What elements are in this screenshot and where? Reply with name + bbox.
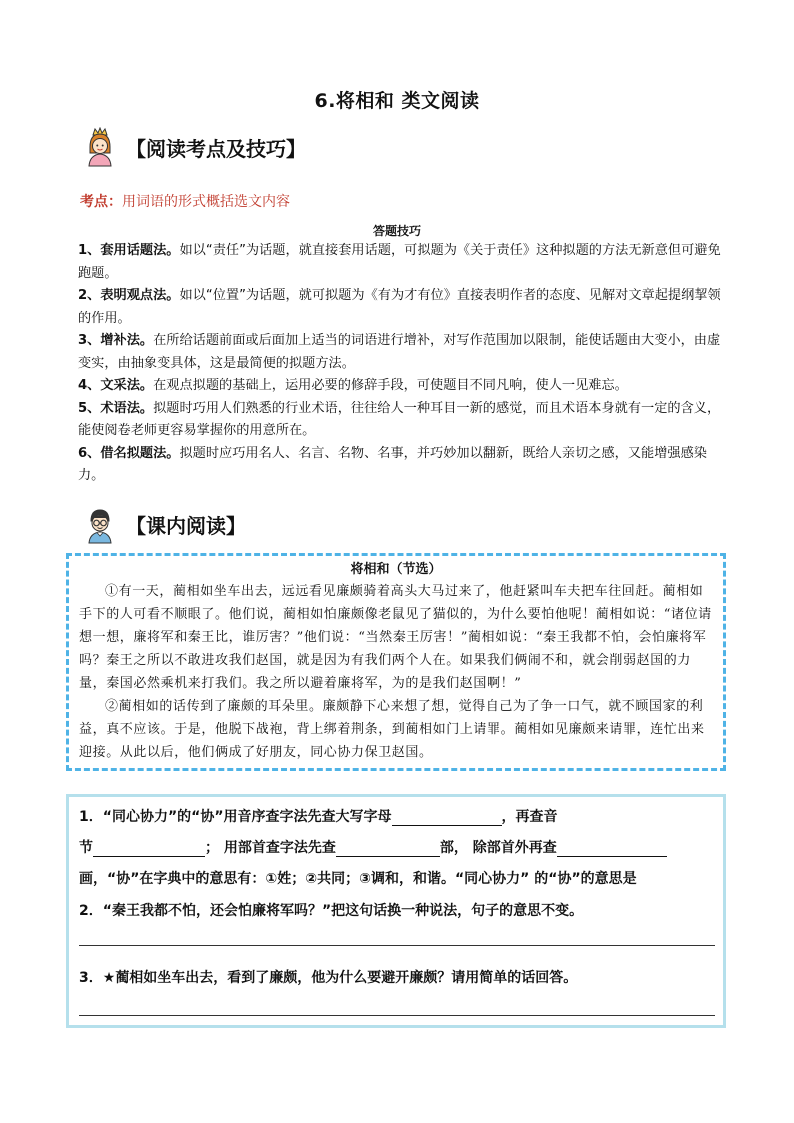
question-3-number: 3． [79, 970, 103, 986]
question-1-text: ； 用部首查字法先查 [205, 840, 336, 856]
tip-item [78, 240, 724, 285]
tip-item [78, 375, 724, 398]
section-title-reading: 【课内阅读】 [126, 513, 246, 538]
question-3 [79, 967, 577, 987]
question-2: 2．“秦王我都不怕，还会怕廉将军吗？”把这句话换一种说法，句子的意思不变。 [79, 903, 584, 919]
answer-blank-letter[interactable] [392, 809, 502, 826]
tip-number: 5、 [78, 400, 101, 416]
section-title-tips: 【阅读考点及技巧】 [126, 136, 306, 161]
star-icon: ★ [102, 970, 116, 986]
question-1-text-end: ，再查音 [501, 809, 558, 825]
question-1-line-1 [79, 806, 558, 826]
passage-paragraph: ①有一天，蔺相如坐车出去，远远看见廉颇骑着高头大马过来了，他赶紧叫车夫把车往回赶。蔺相如手下的人可看不顺眼了。他们说，蔺相如怕廉颇像老鼠见了猫似的，为什么要怕他呢！蔺相如说：“诸位请想一想，廉将军和秦王比，谁厉害？”他们说：“当然秦王厉害！”蔺相如说：“秦王我都不怕，会怕廉将军吗？秦王之所以不敢进攻我们赵国，就是因为有我们两个人在。如果我们俩闹不和，就会削弱赵国的力量，秦国必然乘机来打我们。我之所以避着廉将军，为的是我们赵国啊！” [79, 584, 712, 691]
section-header-reading [80, 504, 246, 544]
page-title: 6.将相和 类文阅读 [314, 90, 480, 112]
passage-paragraph: ②蔺相如的话传到了廉颇的耳朵里。廉颇静下心来想了想，觉得自己为了争一口气，就不顾国家的利益，真不应该。于是，他脱下战袍，背上绑着荆条，到蔺相如门上请罪。蔺相如见廉颇来请罪，连忙出来迎接。从此以后，他们俩成了好朋友，同心协力保卫赵国。 [79, 699, 705, 760]
tip-name: 术语法。 [100, 400, 154, 416]
answer-line-q3[interactable] [79, 1015, 715, 1016]
tip-item [78, 398, 724, 443]
tip-number: 3、 [78, 333, 101, 348]
answer-blank-radical[interactable] [336, 840, 440, 857]
tips-heading: 答题技巧 [372, 224, 421, 238]
tip-text: 在所给话题前面或后面加上适当的词语进行增补，对写作范围加以限制，能使话题由大变小，由虚变实，由抽象变具体，这是最简便的拟题方法。 [78, 333, 721, 371]
tip-text: 在观点拟题的基础上，运用必要的修辞手段，可使题目不同凡响，使人一见难忘。 [153, 378, 628, 393]
section-header-tips [80, 127, 306, 167]
question-1-line-2 [79, 837, 667, 857]
question-1-text: 节 [79, 840, 93, 856]
tip-text: 拟题时应巧用名人、名言、名物、名事，并巧妙加以翻新，既给人亲切之感，又能增强感染力。 [78, 445, 707, 483]
answer-blank-strokes[interactable] [557, 840, 667, 857]
tip-name: 借名拟题法。 [100, 445, 180, 461]
princess-avatar-icon [80, 127, 120, 167]
tip-item [78, 285, 724, 330]
tip-item [78, 330, 724, 375]
reading-passage [66, 553, 726, 771]
question-3-text: 蔺相如坐车出去，看到了廉颇，他为什么要避开廉颇？请用简单的话回答。 [115, 970, 578, 986]
tip-number: 6、 [78, 445, 101, 461]
question-1-line-3: 画，“协”在字典中的意思有：①姓；②共同；③调和，和谐。“同心协力” 的“协”的意思是 [79, 871, 637, 887]
tip-text: 拟题时巧用人们熟悉的行业术语，往往给人一种耳目一新的感觉，而且术语本身就有一定的含义，能使阅卷老师更容易掌握你的用意所在。 [78, 400, 721, 438]
tip-number: 1、 [78, 243, 101, 258]
question-1-text: 1．“同心协力”的“协”用音序查字法先查大写字母 [79, 809, 392, 825]
passage-title: 将相和（节选） [350, 562, 442, 577]
tip-name: 表明观点法。 [100, 288, 180, 303]
tip-name: 套用话题法。 [100, 243, 180, 258]
boy-with-glasses-avatar-icon [80, 504, 120, 544]
test-point-text: 用词语的形式概括选文内容 [122, 194, 290, 210]
tips-list [78, 240, 724, 488]
tip-text: 如以“责任”为话题，就直接套用话题，可拟题为《关于责任》这种拟题的方法无新意但可避免跑题。 [78, 243, 721, 281]
answer-line-q2[interactable] [79, 945, 715, 946]
tip-name: 增补法。 [100, 333, 154, 348]
test-point [80, 191, 290, 211]
tip-item [78, 443, 724, 488]
questions-box [66, 794, 726, 1028]
question-1-text: 部， 除部首外再查 [439, 840, 557, 856]
tip-number: 2、 [78, 288, 101, 303]
tip-text: 如以“位置”为话题，就可拟题为《有为才有位》直接表明作者的态度、见解对文章起提纲挈领的作用。 [78, 288, 721, 326]
answer-blank-syllable[interactable] [93, 840, 205, 857]
test-point-label: 考点： [80, 194, 122, 210]
tip-name: 文采法。 [100, 378, 154, 393]
tip-number: 4、 [78, 378, 101, 393]
